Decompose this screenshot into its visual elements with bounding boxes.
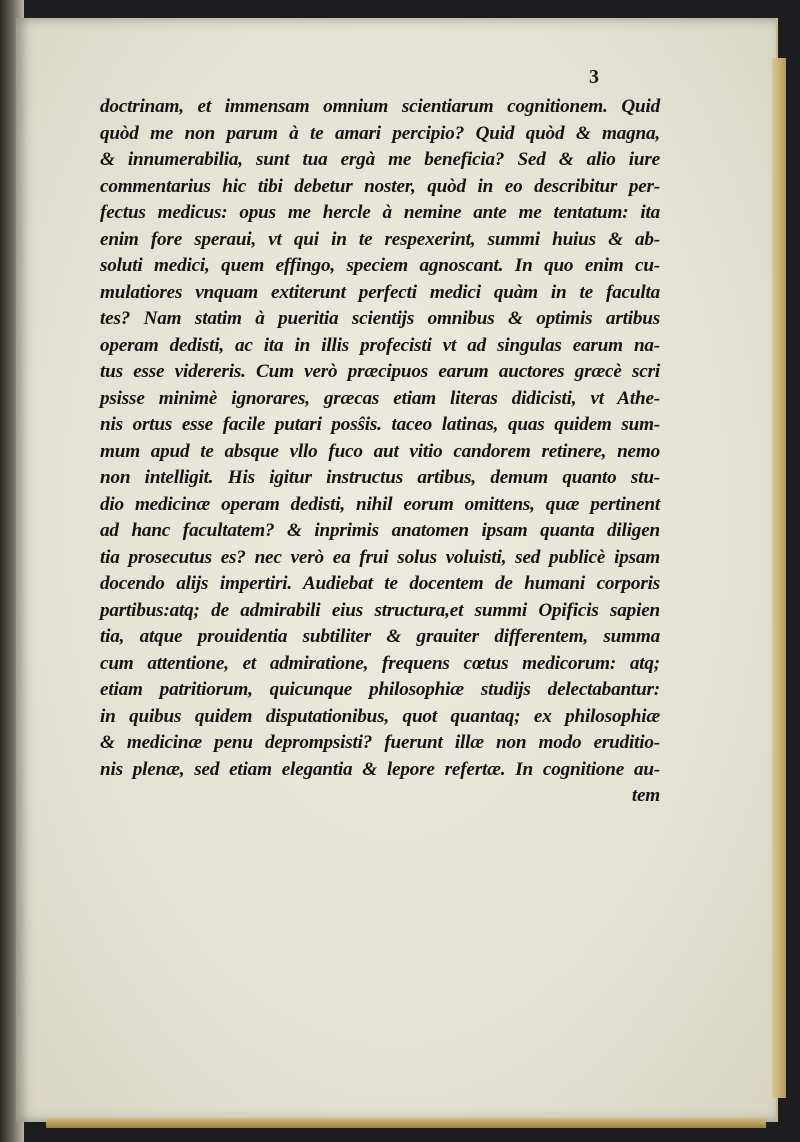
text-line: in quibus quidem disputationibus, quot quantaq; ex philosophiæ (100, 705, 660, 727)
text-line: doctrinam, et immensam omnium scientiarum cognitionem. Quid (100, 96, 660, 117)
page-number: 3 (589, 66, 599, 88)
text-line: ad hanc facultatem? & inprimis anatomen ipsam quanta diligen (100, 520, 660, 541)
text-line: etiam patritiorum, quicunque philosophiæ studijs delectabantur: (100, 679, 660, 700)
text-line: & innumerabilia, sunt tua ergà me beneficia? Sed & alio iure (100, 149, 660, 170)
text-line: nis ortus esse facile putari posŝis. taceo latinas, quas quidem sum- (100, 414, 660, 435)
text-line: soluti medici, quem effingo, speciem agnoscant. In quo enim cu- (100, 255, 660, 276)
text-line: & medicinæ penu deprompsisti? fuerunt illæ non modo eruditio- (100, 732, 660, 753)
text-line: tus esse videreris. Cum verò præcipuos earum auctores græcè scri (100, 361, 660, 382)
text-line: docendo alijs impertiri. Audiebat te docentem de humani corporis (100, 573, 660, 594)
text-line: quòd me non parum à te amari percipio? Quid quòd & magna, (100, 122, 660, 144)
text-line: nis plenæ, sed etiam elegantia & lepore refertæ. In cognitione au- (100, 758, 660, 780)
text-line: non intelligit. His igitur instructus artibus, demum quanto stu- (100, 467, 660, 488)
text-line: mulatiores vnquam extiterunt perfecti medici quàm in te faculta (100, 281, 660, 303)
text-line: commentarius hic tibi debetur noster, quòd in eo describitur per- (100, 175, 660, 197)
text-line: cum attentione, et admiratione, frequens cœtus medicorum: atq; (100, 652, 660, 674)
catchword: tem (631, 785, 660, 806)
latin-text-body (100, 94, 660, 810)
text-line: operam dedisti, ac ita in illis profecisti vt ad singulas earum na- (100, 334, 660, 356)
text-line: enim fore speraui, vt qui in te respexerint, summi huius & ab- (100, 228, 660, 250)
text-line: partibus:atq; de admirabili eius structura,et summi Opificis sapien (100, 599, 660, 621)
page-edge-right (772, 58, 786, 1098)
text-line: fectus medicus: opus me hercle à nemine ante me tentatum: ita (100, 202, 660, 223)
page-edge-bottom (46, 1118, 766, 1128)
text-line: tia, atque prouidentia subtiliter & grauiter differentem, summa (100, 626, 660, 647)
text-line: tia prosecutus es? nec verò ea frui solus voluisti, sed publicè ipsam (100, 546, 660, 568)
text-line: dio medicinæ operam dedisti, nihil eorum omittens, quæ pertinent (100, 493, 660, 515)
text-line: tes? Nam statim à pueritia scientijs omnibus & optimis artibus (100, 308, 660, 329)
text-line: mum apud te absque vllo fuco aut vitio candorem retinere, nemo (100, 440, 660, 462)
text-line: psisse minimè ignorares, græcas etiam literas didicisti, vt Athe- (100, 387, 660, 409)
